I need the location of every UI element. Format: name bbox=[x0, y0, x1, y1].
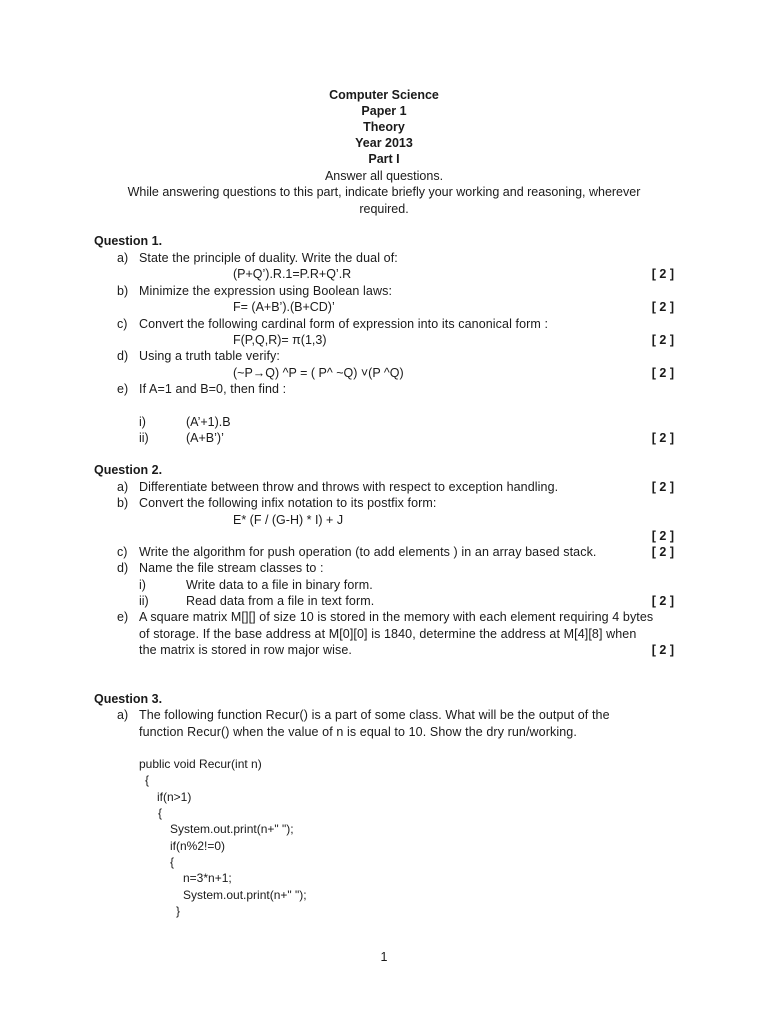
code-line-10: } bbox=[176, 904, 181, 918]
code-line-4: { bbox=[158, 806, 163, 820]
code-line-1: public void Recur(int n) bbox=[139, 757, 262, 771]
q2d-label: d) bbox=[117, 561, 129, 575]
q2d-ii-label: ii) bbox=[139, 594, 149, 608]
q2d-i-text: Write data to a file in binary form. bbox=[186, 578, 373, 592]
q1e-ii-expression: (A+B’)’ bbox=[186, 431, 224, 445]
code-line-7: { bbox=[170, 855, 175, 869]
q3a-text-line2: function Recur() when the value of n is equal to 10. Show the dry run/working. bbox=[139, 725, 577, 739]
q2d-marks: [ 2 ] bbox=[651, 594, 674, 608]
q1a-expression: (P+Q’).R.1=P.R+Q’.R bbox=[233, 267, 352, 281]
q2e-label: e) bbox=[117, 610, 129, 624]
q1e-i-label: i) bbox=[139, 415, 146, 429]
q1b-expression: F= (A+B’).(B+CD)’ bbox=[233, 300, 335, 314]
q2d-i-label: i) bbox=[139, 578, 146, 592]
code-line-5: System.out.print(n+" "); bbox=[170, 822, 294, 836]
q2d-text: Name the file stream classes to : bbox=[139, 561, 324, 575]
q1c-text: Convert the following cardinal form of expression into its canonical form : bbox=[139, 317, 549, 331]
q1e-i-expression: (A’+1).B bbox=[186, 415, 231, 429]
question-2-title: Question 2. bbox=[94, 463, 163, 477]
q2c-marks: [ 2 ] bbox=[651, 545, 674, 559]
year-heading: Year 2013 bbox=[355, 136, 413, 150]
q1e-label: e) bbox=[117, 382, 129, 396]
q2b-marks: [ 2 ] bbox=[651, 529, 674, 543]
instruction-answer-all: Answer all questions. bbox=[324, 169, 444, 183]
code-line-8: n=3*n+1; bbox=[183, 871, 232, 885]
question-3-title: Question 3. bbox=[94, 692, 163, 706]
subject-heading: Computer Science bbox=[329, 88, 439, 102]
q2c-text: Write the algorithm for push operation (to add elements ) in an array based stack. bbox=[139, 545, 597, 559]
q1e-text: If A=1 and B=0, then find : bbox=[139, 382, 287, 396]
theory-heading: Theory bbox=[363, 120, 405, 134]
code-line-6: if(n%2!=0) bbox=[170, 839, 226, 853]
q2e-text-line3: the matrix is stored in row major wise. bbox=[139, 643, 352, 657]
q1d-label: d) bbox=[117, 349, 129, 363]
paper-heading: Paper 1 bbox=[361, 104, 407, 118]
q1b-label: b) bbox=[117, 284, 129, 298]
q1c-expression: F(P,Q,R)= π(1,3) bbox=[233, 333, 327, 347]
instruction-working-line2: required. bbox=[359, 202, 409, 216]
q1c-label: c) bbox=[117, 317, 128, 331]
q2e-text-line2: of storage. If the base address at M[0][0] is 1840, determine the address at M[4][8] when bbox=[139, 627, 637, 641]
q1a-label: a) bbox=[117, 251, 129, 265]
part-heading: Part I bbox=[368, 152, 400, 166]
q2a-text: Differentiate between throw and throws with respect to exception handling. bbox=[139, 480, 559, 494]
q2b-expression: E* (F / (G-H) * I) + J bbox=[233, 513, 344, 527]
q3a-text-line1: The following function Recur() is a part of some class. What will be the output of the bbox=[139, 708, 610, 722]
q3a-label: a) bbox=[117, 708, 129, 722]
q1e-ii-label: ii) bbox=[139, 431, 149, 445]
q1d-text: Using a truth table verify: bbox=[139, 349, 280, 363]
q2c-label: c) bbox=[117, 545, 128, 559]
q2e-text-line1: A square matrix M[][] of size 10 is stored in the memory with each element requiring 4 bytes bbox=[139, 610, 654, 624]
q1b-text: Minimize the expression using Boolean laws: bbox=[139, 284, 393, 298]
q1a-marks: [ 2 ] bbox=[651, 267, 674, 281]
q1d-expression: (~P→Q) ^P = ( P^ ~Q) ˅(P ^Q) bbox=[233, 366, 404, 380]
q1e-marks: [ 2 ] bbox=[651, 431, 674, 445]
q2b-label: b) bbox=[117, 496, 129, 510]
q2b-text: Convert the following infix notation to its postfix form: bbox=[139, 496, 437, 510]
instruction-working-line1: While answering questions to this part, indicate briefly your working and reasoning, wherever bbox=[127, 185, 641, 199]
q2e-marks: [ 2 ] bbox=[651, 643, 674, 657]
q1d-marks: [ 2 ] bbox=[651, 366, 674, 380]
q1b-marks: [ 2 ] bbox=[651, 300, 674, 314]
q2a-label: a) bbox=[117, 480, 129, 494]
code-line-9: System.out.print(n+" "); bbox=[183, 888, 307, 902]
q2a-marks: [ 2 ] bbox=[651, 480, 674, 494]
q1a-text: State the principle of duality. Write the dual of: bbox=[139, 251, 398, 265]
page-number: 1 bbox=[380, 950, 388, 964]
question-1-title: Question 1. bbox=[94, 234, 163, 248]
code-line-2: { bbox=[145, 773, 150, 787]
q2d-ii-text: Read data from a file in text form. bbox=[186, 594, 375, 608]
q1c-marks: [ 2 ] bbox=[651, 333, 674, 347]
code-line-3: if(n>1) bbox=[157, 790, 192, 804]
